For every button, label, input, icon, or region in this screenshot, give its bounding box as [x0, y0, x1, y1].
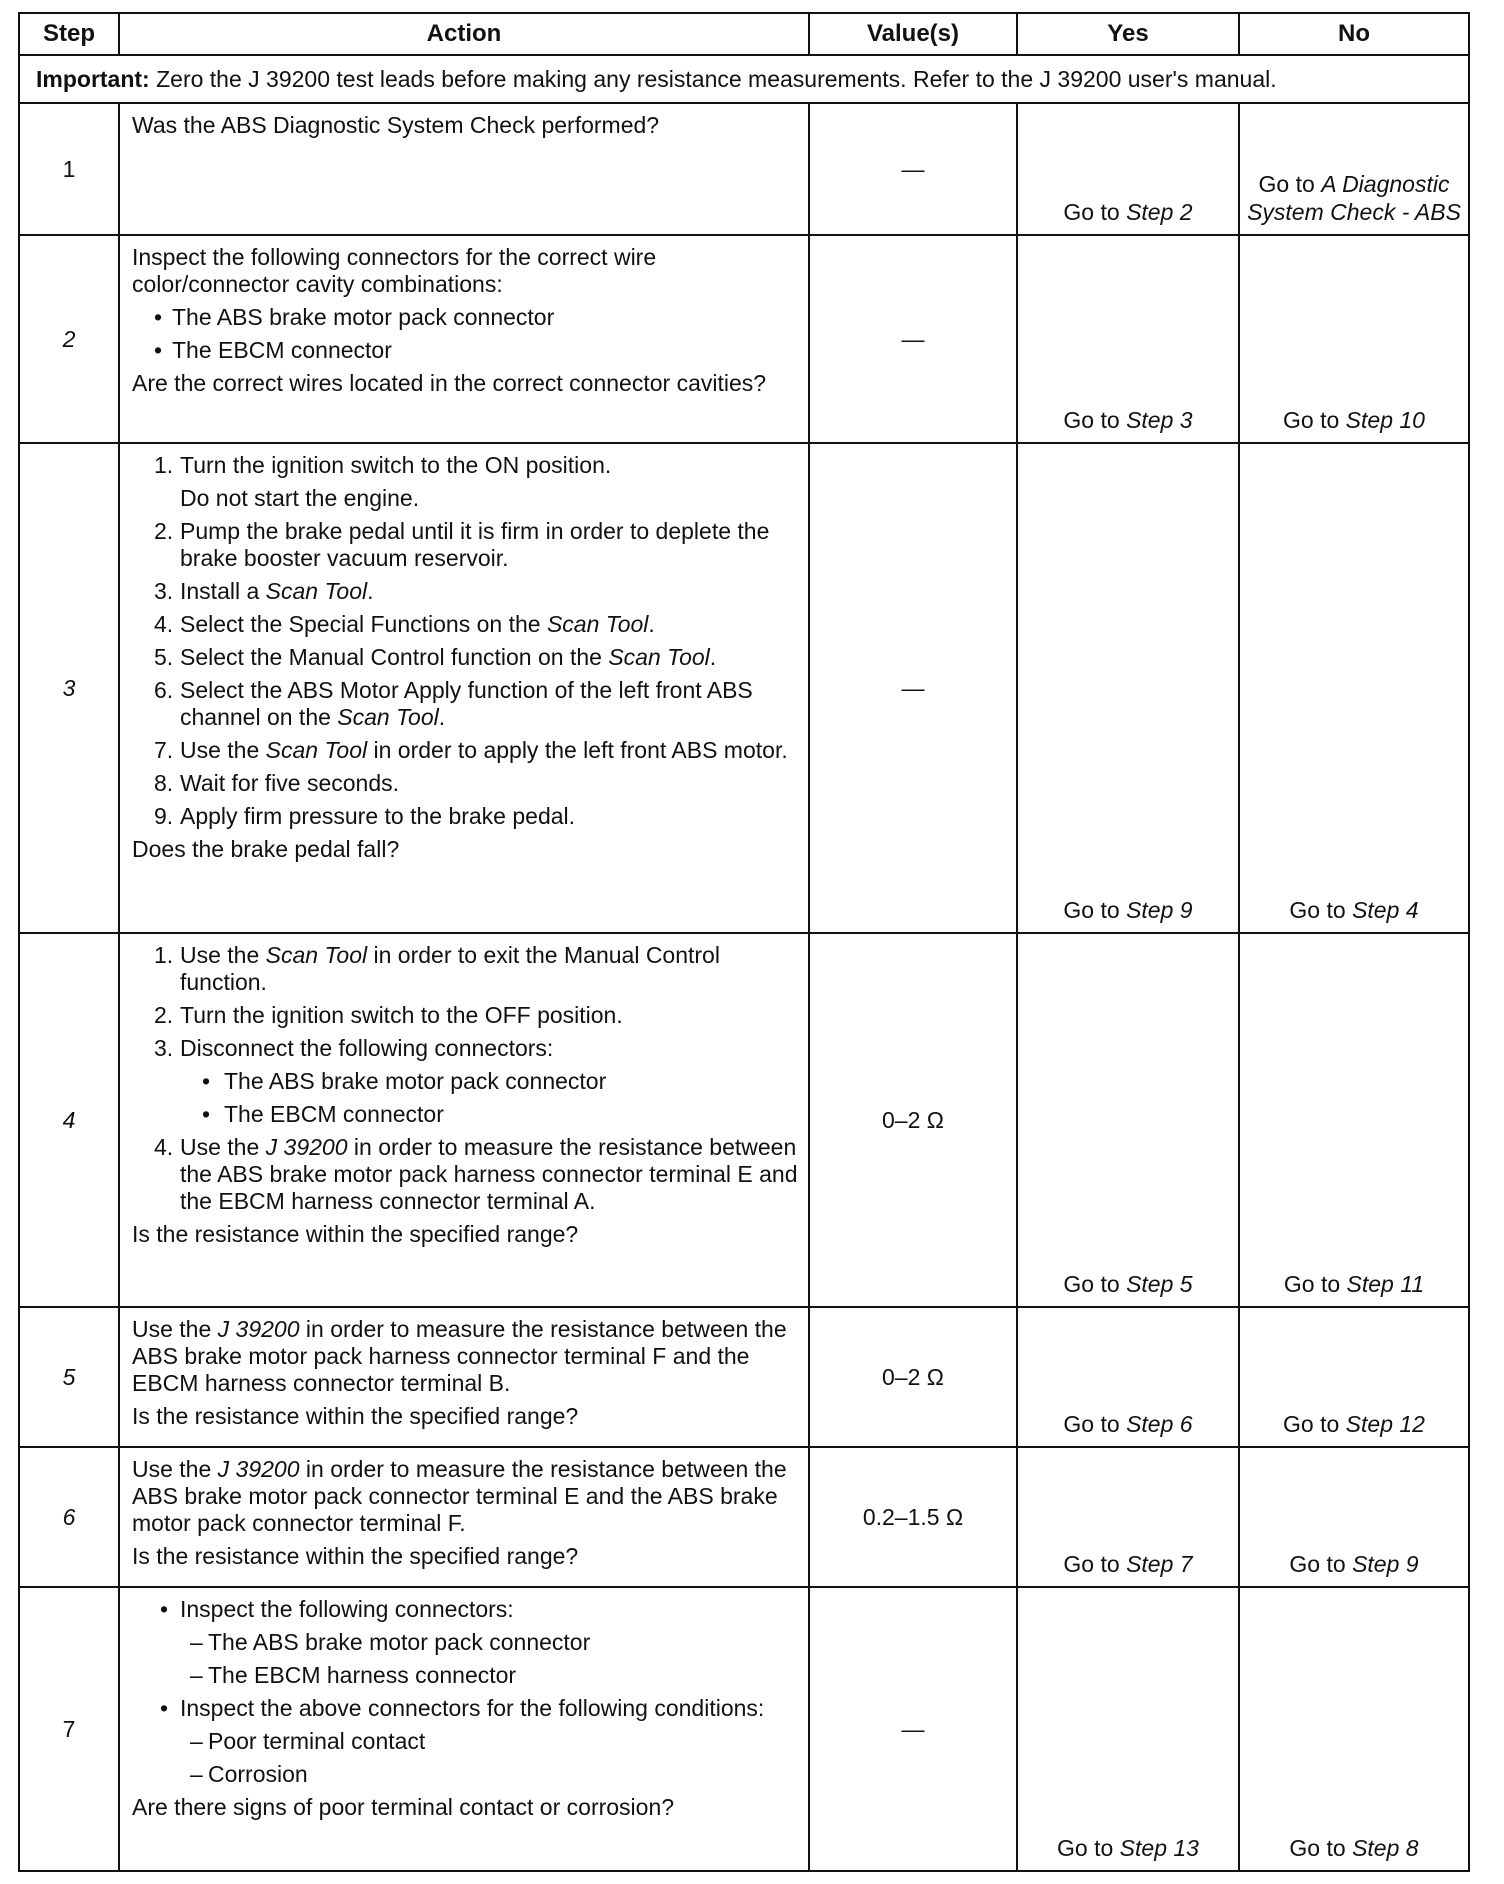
action-text	[132, 1456, 798, 1537]
yes-cell	[1017, 1307, 1239, 1447]
list-item	[132, 1695, 798, 1722]
yes-cell	[1017, 103, 1239, 235]
table-row	[19, 443, 1469, 933]
text-run: in order to measure the resistance between the ABS brake motor pack harness connector terminal E and the EBCM harness connector terminal A.	[180, 1134, 798, 1214]
text-run: Select the Special Functions on the	[180, 611, 547, 637]
text-run: Use the	[180, 1134, 266, 1160]
item-number: 4.	[154, 1134, 174, 1160]
list-item	[132, 611, 798, 638]
action-text	[132, 1316, 798, 1397]
no-link[interactable]: Step 11	[1346, 1271, 1425, 1297]
text-run: in order to apply the left front ABS motor.	[367, 737, 788, 763]
list-item	[132, 1596, 798, 1623]
no-prefix: Go to	[1289, 1551, 1353, 1577]
no-link[interactable]: Step 12	[1345, 1411, 1425, 1437]
header-yes: Yes	[1017, 13, 1239, 55]
item-number: 6.	[154, 677, 174, 703]
list-item	[132, 1662, 798, 1689]
list-item	[132, 644, 798, 671]
yes-link[interactable]: Step 3	[1126, 407, 1193, 433]
header-action: Action	[119, 13, 809, 55]
list-item-text: The EBCM connector	[224, 1101, 444, 1127]
action-question: Is the resistance within the specified range?	[132, 1403, 579, 1429]
text-run: in order to measure the resistance between the ABS brake motor pack harness connector terminal F and the EBCM harness connector terminal B.	[132, 1316, 787, 1396]
step-number: 1	[19, 103, 119, 235]
text-run: Use the	[180, 737, 266, 763]
list-item	[132, 518, 798, 572]
list-item	[132, 942, 798, 996]
no-cell	[1239, 1307, 1469, 1447]
action-cell	[119, 235, 809, 443]
yes-cell	[1017, 933, 1239, 1307]
yes-prefix: Go to	[1063, 1411, 1127, 1437]
list-item	[132, 1068, 798, 1095]
table-row	[19, 1447, 1469, 1587]
list-item	[132, 770, 798, 797]
no-link[interactable]: Step 8	[1352, 1835, 1419, 1861]
tool-name: Scan Tool	[265, 737, 368, 763]
text-run: in order to measure the resistance between the ABS brake motor pack connector terminal E and the ABS brake motor pack connector terminal F.	[132, 1456, 787, 1536]
no-prefix: Go to	[1289, 1835, 1353, 1861]
list-item-text: Disconnect the following connectors:	[180, 1035, 554, 1061]
table-row	[19, 103, 1469, 235]
list-item	[132, 677, 798, 731]
list-item	[132, 304, 798, 331]
list-item	[132, 803, 798, 830]
action-cell	[119, 933, 809, 1307]
list-item	[132, 1035, 798, 1062]
yes-prefix: Go to	[1057, 1835, 1120, 1861]
list-item-text: The EBCM connector	[172, 337, 392, 363]
no-cell	[1239, 933, 1469, 1307]
yes-link[interactable]: Step 6	[1126, 1411, 1193, 1437]
yes-prefix: Go to	[1063, 1271, 1127, 1297]
no-prefix: Go to	[1283, 407, 1346, 433]
text-run: in order to exit the Manual Control function.	[180, 942, 720, 995]
table-row	[19, 1307, 1469, 1447]
list-item-text: Do not start the engine.	[180, 485, 420, 511]
step-number: 5	[19, 1307, 119, 1447]
step-number: 6	[19, 1447, 119, 1587]
yes-prefix: Go to	[1063, 199, 1127, 225]
list-item	[132, 578, 798, 605]
step-number: 3	[19, 443, 119, 933]
list-item-text: Pump the brake pedal until it is firm in order to deplete the brake booster vacuum reservoir.	[180, 518, 770, 571]
text-run: Use the	[132, 1316, 218, 1342]
value-cell: —	[809, 1587, 1017, 1871]
list-item-text: Inspect the following connectors:	[180, 1596, 514, 1622]
text-run: .	[709, 644, 717, 670]
list-item-text: Wait for five seconds.	[180, 770, 400, 796]
no-prefix: Go to	[1289, 897, 1353, 923]
value-cell: —	[809, 235, 1017, 443]
no-link[interactable]: A Diagnostic System Check - ABS	[1247, 171, 1461, 225]
tool-name: J 39200	[217, 1456, 300, 1482]
yes-link[interactable]: Step 9	[1126, 897, 1193, 923]
action-cell	[119, 1307, 809, 1447]
table-row	[19, 1587, 1469, 1871]
dash-mark: –	[190, 1728, 203, 1754]
text-run: .	[648, 611, 655, 637]
no-link[interactable]: Step 10	[1345, 407, 1425, 433]
header-values: Value(s)	[809, 13, 1017, 55]
value-cell: 0–2 Ω	[809, 933, 1017, 1307]
list-item-text: Inspect the above connectors for the following conditions:	[180, 1695, 765, 1721]
tool-name: J 39200	[217, 1316, 300, 1342]
yes-prefix: Go to	[1063, 1551, 1127, 1577]
item-number: 1.	[154, 452, 174, 478]
diagnostic-table-sheet	[18, 12, 1468, 1872]
no-cell	[1239, 443, 1469, 933]
step-number: 4	[19, 933, 119, 1307]
list-item-text: The ABS brake motor pack connector	[224, 1068, 607, 1094]
list-item-text: Turn the ignition switch to the OFF position.	[180, 1002, 623, 1028]
list-item	[132, 1629, 798, 1656]
action-question: Is the resistance within the specified range?	[132, 1221, 579, 1247]
bullet-mark: •	[160, 1695, 169, 1721]
yes-prefix: Go to	[1063, 407, 1127, 433]
list-item-text: Poor terminal contact	[208, 1728, 426, 1754]
important-text: Zero the J 39200 test leads before making any resistance measurements. Refer to the J 39200 user's manual.	[149, 65, 1277, 92]
value-cell: —	[809, 443, 1017, 933]
list-item	[132, 1002, 798, 1029]
header-no: No	[1239, 13, 1469, 55]
bullet-mark: •	[154, 304, 163, 330]
value-cell: 0.2–1.5 Ω	[809, 1447, 1017, 1587]
yes-cell	[1017, 235, 1239, 443]
bullet-mark: •	[154, 337, 163, 363]
no-cell	[1239, 1587, 1469, 1871]
dash-mark: –	[190, 1629, 203, 1655]
value-cell: —	[809, 103, 1017, 235]
important-row	[19, 55, 1469, 103]
text-run: Use the	[180, 942, 266, 968]
list-item	[132, 1134, 798, 1215]
text-run: Use the	[132, 1456, 218, 1482]
list-item	[132, 452, 798, 479]
important-label: Important:	[36, 65, 150, 92]
dash-mark: –	[190, 1761, 203, 1787]
bullet-mark: •	[160, 1596, 169, 1622]
yes-cell	[1017, 443, 1239, 933]
action-cell	[119, 443, 809, 933]
no-prefix: Go to	[1258, 171, 1322, 197]
text-run: Select the ABS Motor Apply function of the left front ABS channel on the	[180, 677, 753, 730]
item-number: 4.	[154, 611, 174, 637]
list-item	[132, 1761, 798, 1788]
list-item	[132, 485, 798, 512]
item-number: 7.	[154, 737, 174, 763]
list-item	[132, 337, 798, 364]
item-number: 2.	[154, 1002, 174, 1028]
list-item	[132, 737, 798, 764]
bullet-mark: •	[202, 1068, 211, 1094]
action-question: Was the ABS Diagnostic System Check performed?	[132, 112, 660, 138]
list-item-text: Corrosion	[208, 1761, 308, 1787]
item-number: 8.	[154, 770, 174, 796]
list-item-text: Apply firm pressure to the brake pedal.	[180, 803, 576, 829]
list-item-text: The ABS brake motor pack connector	[208, 1629, 591, 1655]
tool-name: Scan Tool	[337, 704, 439, 730]
yes-link[interactable]: Step 7	[1126, 1551, 1193, 1577]
value-cell: 0–2 Ω	[809, 1307, 1017, 1447]
item-number: 3.	[154, 1035, 174, 1061]
tool-name: Scan Tool	[265, 942, 368, 968]
list-item	[132, 1101, 798, 1128]
list-item-text: Turn the ignition switch to the ON position.	[180, 452, 612, 478]
yes-link[interactable]: Step 13	[1119, 1835, 1199, 1861]
action-question: Are the correct wires located in the correct connector cavities?	[132, 370, 767, 396]
no-prefix: Go to	[1283, 1271, 1347, 1297]
header-row	[19, 13, 1469, 55]
tool-name: Scan Tool	[546, 611, 649, 637]
action-question: Are there signs of poor terminal contact or corrosion?	[132, 1794, 675, 1820]
action-cell	[119, 1587, 809, 1871]
action-intro: Inspect the following connectors for the correct wire color/connector cavity combinations:	[132, 244, 657, 297]
text-run: .	[367, 578, 374, 604]
item-number: 9.	[154, 803, 174, 829]
text-run: .	[438, 704, 446, 730]
item-number: 3.	[154, 578, 174, 604]
item-number: 5.	[154, 644, 174, 670]
step-number: 7	[19, 1587, 119, 1871]
tool-name: J 39200	[265, 1134, 348, 1160]
no-cell	[1239, 1447, 1469, 1587]
table-row	[19, 235, 1469, 443]
important-note	[19, 55, 1469, 103]
no-cell	[1239, 103, 1469, 235]
action-question: Is the resistance within the specified range?	[132, 1543, 579, 1569]
no-link[interactable]: Step 4	[1352, 897, 1419, 923]
action-cell	[119, 1447, 809, 1587]
yes-cell	[1017, 1447, 1239, 1587]
action-question: Does the brake pedal fall?	[132, 836, 400, 862]
tool-name: Scan Tool	[265, 578, 368, 604]
yes-cell	[1017, 1587, 1239, 1871]
header-step: Step	[19, 13, 119, 55]
no-prefix: Go to	[1283, 1411, 1346, 1437]
list-item	[132, 1728, 798, 1755]
no-cell	[1239, 235, 1469, 443]
yes-link[interactable]: Step 2	[1126, 199, 1193, 225]
list-item-text: The EBCM harness connector	[208, 1662, 517, 1688]
item-number: 2.	[154, 518, 174, 544]
diagnostic-table	[18, 12, 1470, 1872]
list-item-text: The ABS brake motor pack connector	[172, 304, 555, 330]
text-run: Select the Manual Control function on the	[180, 644, 609, 670]
text-run: Install a	[180, 578, 266, 604]
yes-prefix: Go to	[1063, 897, 1127, 923]
dash-mark: –	[190, 1662, 203, 1688]
no-link[interactable]: Step 9	[1352, 1551, 1419, 1577]
tool-name: Scan Tool	[608, 644, 710, 670]
action-cell	[119, 103, 809, 235]
table-row	[19, 933, 1469, 1307]
yes-link[interactable]: Step 5	[1126, 1271, 1193, 1297]
bullet-mark: •	[202, 1101, 211, 1127]
item-number: 1.	[154, 942, 174, 968]
step-number: 2	[19, 235, 119, 443]
